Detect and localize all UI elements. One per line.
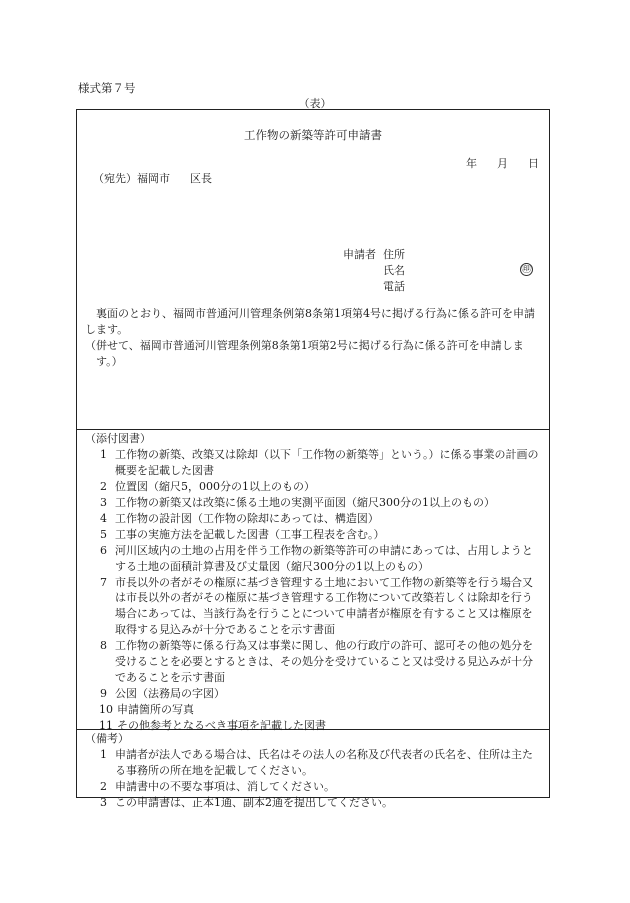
list-item: 7 市長以外の者がその権原に基づき管理する土地において工作物の新築等を行う場合又は市長以外の者がその権原に基づき管理する工作物について改築若しくは除却を行う場合にあっては、当該行為を行うことについて申請者が権原を有すること又は権原を取得する見込みが十分であることを示す書面 bbox=[100, 575, 533, 637]
list-item: 2 申請書中の不要な事項は、消してください。 bbox=[100, 779, 335, 793]
list-item: 3 この申請書は、正本1通、副本2通を提出してください。 bbox=[100, 795, 393, 809]
application-section bbox=[77, 110, 549, 430]
statement-additional: （併せて、福岡市普通河川管理条例第8条第1項第2号に掲げる行為に係る許可を申請します。） bbox=[85, 338, 524, 368]
form-title: 工作物の新築等許可申請書 bbox=[244, 128, 382, 142]
attachments-list bbox=[85, 447, 543, 734]
form-number: 様式第７号 bbox=[78, 81, 136, 95]
list-item: 9 公図（法務局の字図） bbox=[100, 687, 225, 701]
list-item: 1 工作物の新築、改築又は除却（以下「工作物の新築等」という。）に係る事業の計画の概要を記載した図書 bbox=[100, 448, 539, 477]
date-line bbox=[446, 156, 539, 172]
list-item: 10 申請箇所の写真 bbox=[99, 703, 194, 716]
statement-main: 裏面のとおり、福岡市普通河川管理条例第8条第1項第4号に掲げる行為に係る許可を申請します。 bbox=[85, 307, 535, 336]
applicant-name-label: 氏名 bbox=[383, 264, 405, 277]
applicant-address-label: 住所 bbox=[383, 248, 405, 261]
addressee-ward: 区長 bbox=[190, 172, 212, 185]
date-year: 年 bbox=[466, 157, 477, 170]
date-month: 月 bbox=[497, 157, 508, 170]
list-item: 5 工事の実施方法を記載した図書（工事工程表を含む。） bbox=[100, 527, 385, 541]
addressee-prefix: （宛先）福岡市 bbox=[93, 172, 170, 185]
notes-section bbox=[77, 729, 549, 809]
list-item: 4 工作物の設計図（工作物の除却にあっては、構造図） bbox=[100, 511, 379, 525]
list-item: 1 申請者が法人である場合は、氏名はその法人の名称及び代表者の氏名を、住所は主たる事務所の所在地を記載してください。 bbox=[100, 748, 533, 777]
applicant-phone-label: 電話 bbox=[383, 280, 405, 293]
notes-list bbox=[85, 747, 543, 811]
application-form bbox=[76, 109, 550, 809]
list-item: 8 工作物の新築等に係る行為又は事業に関し、他の行政庁の許可、認可その他の処分を受けることを必要とするときは、その処分を受けていること又は受ける見込みが十分であることを示す書面 bbox=[100, 639, 533, 685]
applicant-block bbox=[343, 247, 405, 295]
seal-mark-icon: ㊞ bbox=[521, 264, 532, 275]
side-label: （表） bbox=[298, 97, 332, 110]
list-item: 2 位置図（縮尺5，000分の1以上のもの） bbox=[100, 479, 315, 493]
addressee bbox=[93, 171, 212, 187]
list-item: 3 工作物の新築又は改築に係る土地の実測平面図（縮尺300分の1以上のもの） bbox=[100, 495, 495, 509]
attachments-section bbox=[77, 429, 549, 730]
applicant-role: 申請者 bbox=[343, 248, 376, 261]
list-item: 6 河川区域内の土地の占用を伴う工作物の新築等許可の申請にあっては、占用しようとする土地の面積計算書及び丈量図（縮尺300分の1以上のもの） bbox=[100, 543, 533, 573]
application-statement bbox=[85, 306, 543, 370]
attachments-heading: （添付図書） bbox=[85, 432, 151, 445]
list-item: 11 その他参考となるべき事項を記載した図書 bbox=[99, 718, 326, 732]
date-day: 日 bbox=[528, 157, 539, 170]
notes-heading: （備考） bbox=[85, 732, 129, 745]
